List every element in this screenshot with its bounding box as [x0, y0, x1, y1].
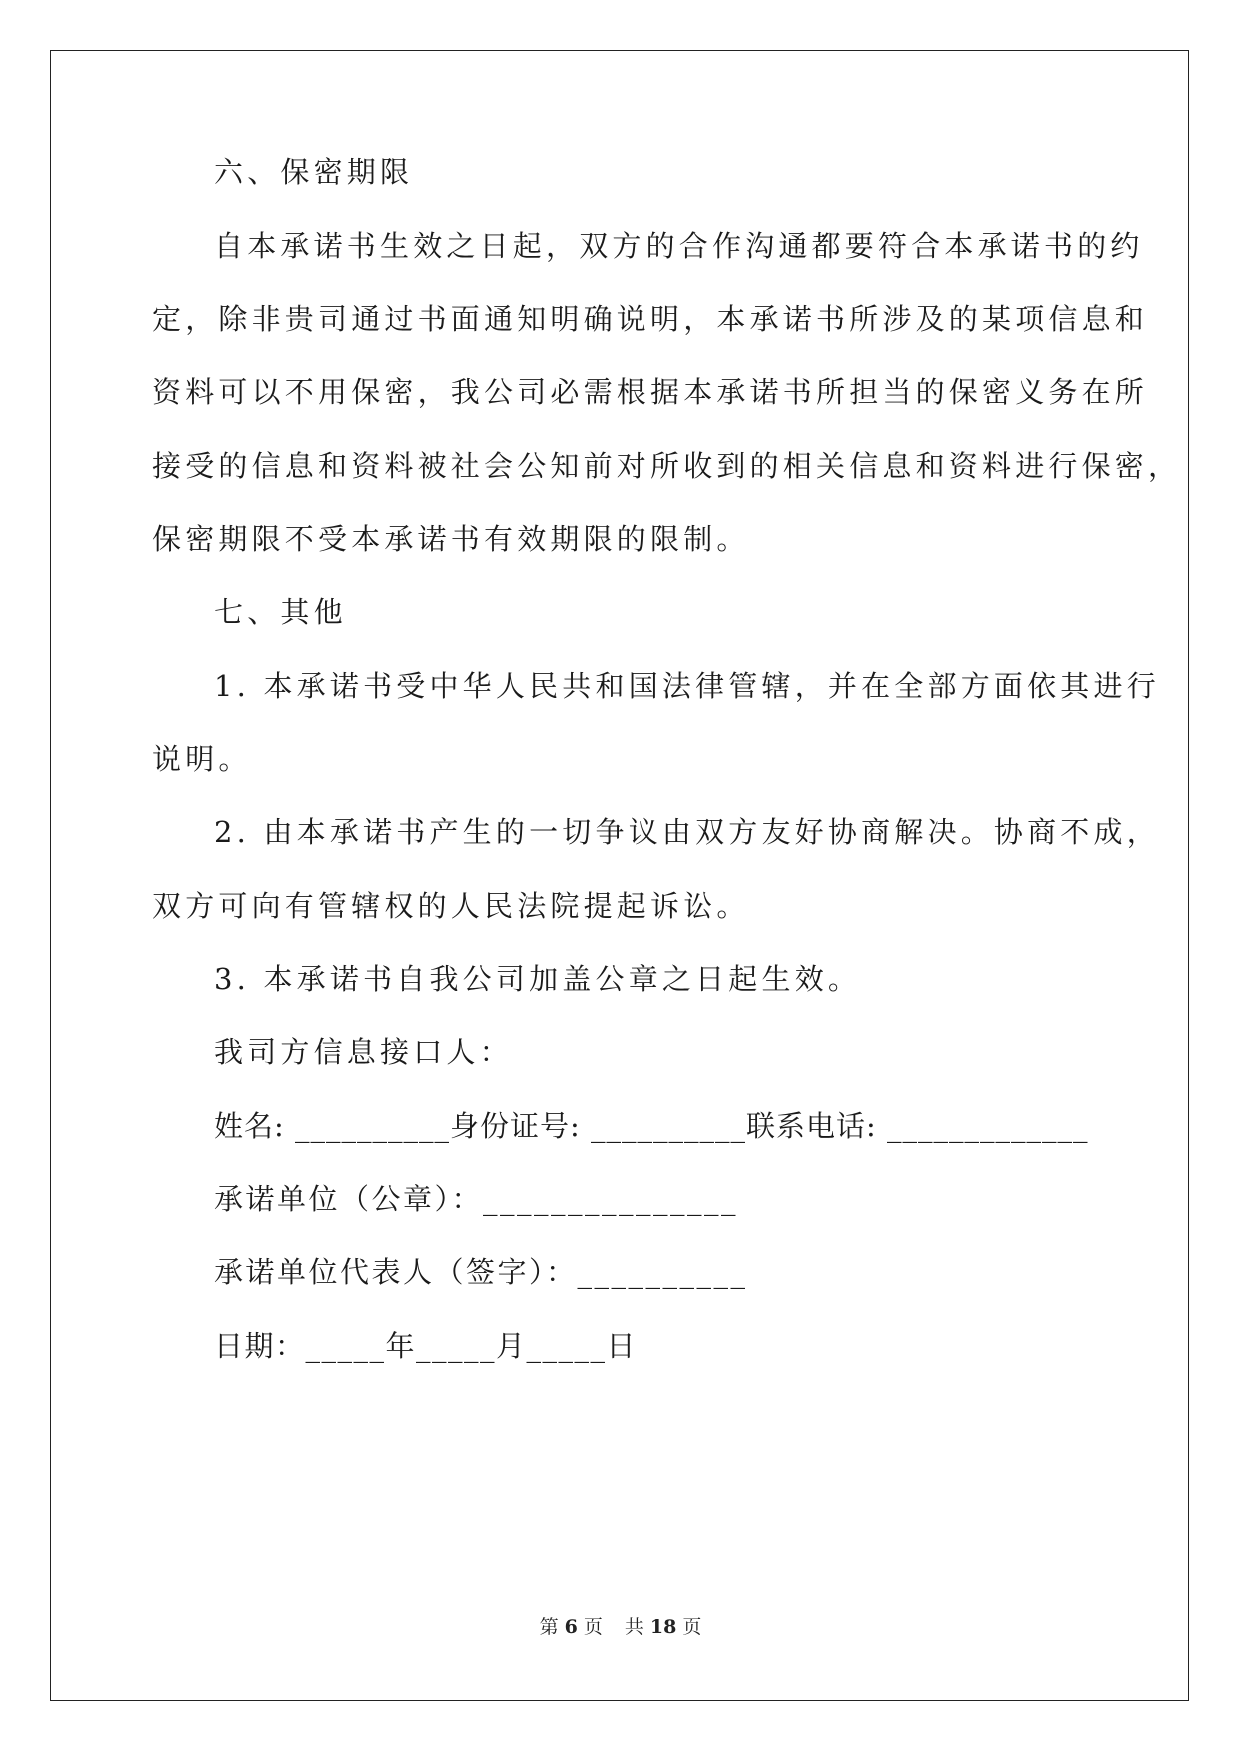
paragraph-line: 接受的信息和资料被社会公知前对所收到的相关信息和资料进行保密，: [152, 449, 1182, 483]
signature-field: 承诺单位代表人（签字）：__________: [214, 1255, 748, 1289]
paragraph-line: 自本承诺书生效之日起，双方的合作沟通都要符合本承诺书的约: [214, 229, 1144, 263]
page-indicator: 第 6 页: [539, 1616, 603, 1638]
paragraph-line: 保密期限不受本承诺书有效期限的限制。: [152, 522, 750, 556]
page-footer: [0, 1612, 1241, 1639]
total-pages: 18: [649, 1616, 677, 1638]
paragraph-line: 资料可以不用保密，我公司必需根据本承诺书所担当的保密义务在所: [152, 375, 1149, 409]
clause-1-line: 1. 本承诺书受中华人民共和国法律管辖，并在全部方面依其进行: [214, 669, 1160, 703]
clause-2-line: 双方可向有管辖权的人民法院提起诉讼。: [152, 889, 750, 923]
date-field: 日期：_____年_____月_____日: [214, 1329, 638, 1363]
clause-2-line: 2. 由本承诺书产生的一切争议由双方友好协商解决。协商不成，: [214, 815, 1160, 849]
contact-fields: 姓名: __________身份证号: __________联系电话: _____________: [214, 1109, 1089, 1143]
contact-label: 我司方信息接口人：: [214, 1035, 513, 1069]
section-heading-6: 六、保密期限: [214, 155, 414, 189]
section-heading-7: 七、其他: [214, 595, 347, 629]
page-number: 6: [564, 1616, 578, 1638]
total-pages-indicator: 共 18 页: [624, 1616, 702, 1638]
page-border: [50, 50, 1189, 1701]
seal-field: 承诺单位（公章）：_______________: [214, 1182, 739, 1216]
clause-3-line: 3. 本承诺书自我公司加盖公章之日起生效。: [214, 962, 862, 996]
paragraph-line: 定，除非贵司通过书面通知明确说明，本承诺书所涉及的某项信息和: [152, 302, 1149, 336]
clause-1-line: 说明。: [152, 742, 252, 776]
